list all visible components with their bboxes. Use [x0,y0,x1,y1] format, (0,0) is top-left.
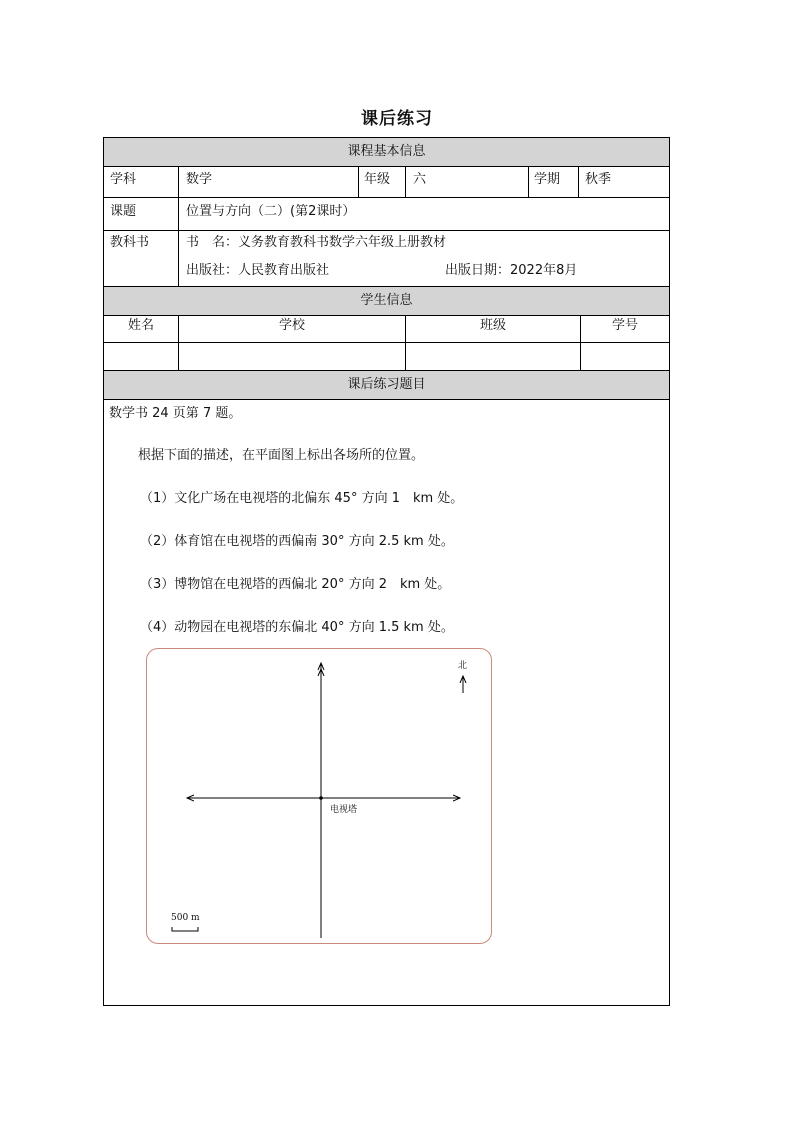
grade-value: 六 [413,172,427,187]
publisher: 出版社：人民教育出版社 [186,263,330,278]
rule [578,166,579,197]
term-value: 秋季 [585,172,612,187]
topic-label: 课题 [110,204,137,219]
scale-bar [172,927,198,931]
rule [178,166,179,286]
col-class: 班级 [479,318,506,333]
rule [104,286,669,287]
student-info-header: 学生信息 [104,287,669,315]
rule [405,166,406,197]
map-drawing [147,649,493,945]
course-info-header: 课程基本信息 [104,138,669,166]
subject-value: 数学 [186,172,213,187]
rule [104,399,669,400]
center-label: 电视塔 [330,805,358,815]
exercise-item: （1）文化广场在电视塔的北偏东 45° 方向 1 km 处。 [140,491,464,506]
textbook-label: 教科书 [110,235,150,250]
grade-label: 年级 [364,172,391,187]
term-label: 学期 [534,172,561,187]
publish-date: 出版日期：2022年8月 [445,263,578,278]
exercise-instruction: 根据下面的描述，在平面图上标出各场所的位置。 [138,448,425,463]
rule [104,230,669,231]
col-name: 姓名 [127,318,154,333]
rule [528,166,529,197]
exercise-source: 数学书 24 页第 7 题。 [109,406,242,421]
rule [104,370,669,371]
col-school: 学校 [278,318,305,333]
rule [104,197,669,198]
subject-label: 学科 [110,172,137,187]
exercise-item: （4）动物园在电视塔的东偏北 40° 方向 1.5 km 处。 [140,620,454,635]
exercise-item: （2）体育馆在电视塔的西偏南 30° 方向 2.5 km 处。 [140,534,454,549]
rule [104,342,669,343]
rule [104,166,669,167]
scale-label: 500 m [171,913,200,923]
tv-tower-point [319,796,323,800]
exercise-header: 课后练习题目 [104,371,669,399]
north-label: 北 [458,661,468,671]
col-student-id: 学号 [611,318,638,333]
exercise-item: （3）博物馆在电视塔的西偏北 20° 方向 2 km 处。 [140,577,451,592]
book-name: 书 名：义务教育教科书数学六年级上册教材 [186,235,447,250]
rule [358,166,359,197]
direction-map [146,648,492,944]
page-title: 课后练习 [361,109,433,129]
topic-value: 位置与方向（二）(第2课时） [186,204,356,219]
